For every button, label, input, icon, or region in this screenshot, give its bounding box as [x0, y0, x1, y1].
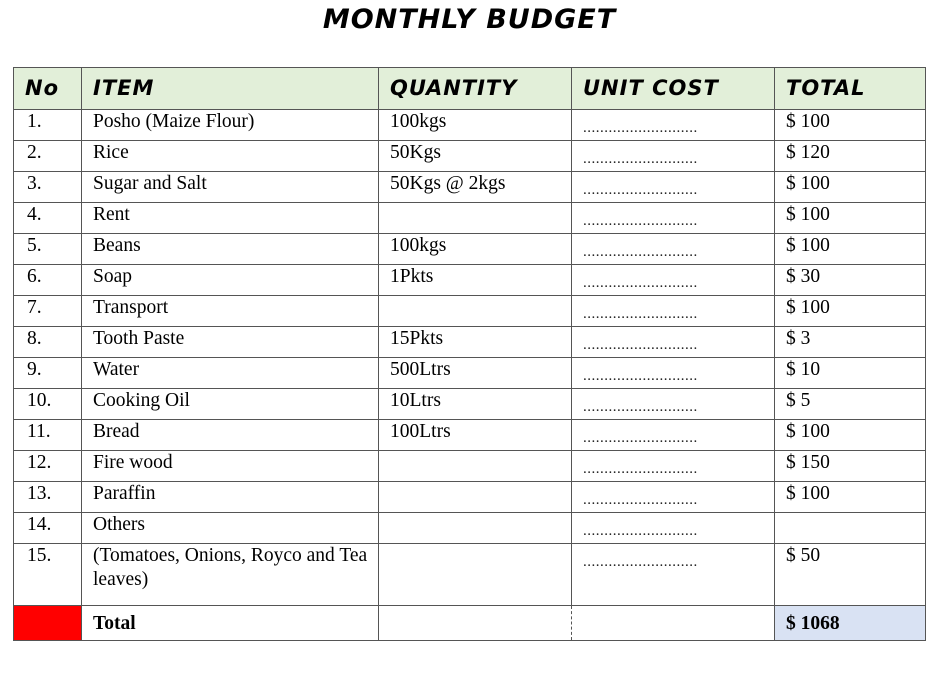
unit-cost-placeholder: ........................... [583, 182, 698, 198]
row-number: 3. [14, 172, 82, 203]
budget-table [13, 67, 926, 641]
row-unit-cost [572, 110, 775, 141]
row-unit-cost [572, 482, 775, 513]
table-row [14, 327, 926, 358]
row-quantity [379, 296, 572, 327]
row-total [775, 513, 926, 544]
unit-cost-placeholder: ........................... [583, 275, 698, 291]
row-total: $ 100 [775, 110, 926, 141]
table-row [14, 513, 926, 544]
row-quantity [379, 451, 572, 482]
row-total: $ 30 [775, 265, 926, 296]
row-quantity: 100kgs [379, 110, 572, 141]
table-row [14, 172, 926, 203]
row-unit-cost [572, 389, 775, 420]
table-row [14, 141, 926, 172]
row-number: 2. [14, 141, 82, 172]
row-quantity: 50Kgs [379, 141, 572, 172]
table-row [14, 296, 926, 327]
unit-cost-placeholder: ........................... [583, 523, 698, 539]
row-item: Paraffin [82, 482, 379, 513]
total-marker [14, 606, 82, 641]
row-unit-cost [572, 420, 775, 451]
row-total: $ 50 [775, 544, 926, 606]
unit-cost-placeholder: ........................... [583, 213, 698, 229]
unit-cost-placeholder: ........................... [583, 492, 698, 508]
row-quantity: 500Ltrs [379, 358, 572, 389]
row-quantity: 100kgs [379, 234, 572, 265]
row-total: $ 5 [775, 389, 926, 420]
row-quantity [379, 203, 572, 234]
row-unit-cost [572, 451, 775, 482]
row-unit-cost [572, 172, 775, 203]
row-item: Bread [82, 420, 379, 451]
row-number: 13. [14, 482, 82, 513]
row-unit-cost [572, 203, 775, 234]
table-row [14, 451, 926, 482]
row-total: $ 100 [775, 420, 926, 451]
row-total: $ 3 [775, 327, 926, 358]
row-number: 10. [14, 389, 82, 420]
row-total: $ 10 [775, 358, 926, 389]
row-item: Sugar and Salt [82, 172, 379, 203]
row-item: Others [82, 513, 379, 544]
row-number: 5. [14, 234, 82, 265]
row-quantity [379, 544, 572, 606]
row-item: Fire wood [82, 451, 379, 482]
total-row [14, 606, 926, 641]
row-quantity: 15Pkts [379, 327, 572, 358]
row-item: Soap [82, 265, 379, 296]
row-total: $ 150 [775, 451, 926, 482]
page-title: MONTHLY BUDGET [322, 4, 617, 35]
unit-cost-placeholder: ........................... [583, 430, 698, 446]
row-total: $ 120 [775, 141, 926, 172]
row-quantity [379, 482, 572, 513]
row-number: 15. [14, 544, 82, 606]
row-item: Posho (Maize Flour) [82, 110, 379, 141]
row-item: Cooking Oil [82, 389, 379, 420]
unit-cost-placeholder: ........................... [583, 306, 698, 322]
table-row [14, 203, 926, 234]
row-unit-cost [572, 513, 775, 544]
row-quantity: 50Kgs @ 2kgs [379, 172, 572, 203]
header-unit-cost: UNIT COST [572, 68, 775, 110]
table-row [14, 110, 926, 141]
unit-cost-placeholder: ........................... [583, 151, 698, 167]
header-item: ITEM [82, 68, 379, 110]
header-row [14, 68, 926, 110]
row-total: $ 100 [775, 234, 926, 265]
row-quantity: 100Ltrs [379, 420, 572, 451]
row-number: 12. [14, 451, 82, 482]
row-number: 14. [14, 513, 82, 544]
grand-total: $ 1068 [775, 606, 926, 641]
row-number: 8. [14, 327, 82, 358]
row-quantity: 1Pkts [379, 265, 572, 296]
row-quantity [379, 513, 572, 544]
table-row [14, 420, 926, 451]
unit-cost-placeholder: ........................... [583, 461, 698, 477]
header-quantity: QUANTITY [379, 68, 572, 110]
table-row [14, 389, 926, 420]
total-unit-cost-cell [572, 606, 775, 641]
table-row [14, 544, 926, 606]
total-label: Total [82, 606, 379, 641]
budget-body [14, 110, 926, 606]
table-row [14, 358, 926, 389]
row-number: 1. [14, 110, 82, 141]
row-unit-cost [572, 358, 775, 389]
row-total: $ 100 [775, 482, 926, 513]
table-row [14, 482, 926, 513]
row-unit-cost [572, 265, 775, 296]
header-total: TOTAL [775, 68, 926, 110]
row-item: Tooth Paste [82, 327, 379, 358]
row-unit-cost [572, 234, 775, 265]
unit-cost-placeholder: ........................... [583, 368, 698, 384]
row-number: 4. [14, 203, 82, 234]
row-number: 11. [14, 420, 82, 451]
row-total: $ 100 [775, 296, 926, 327]
row-unit-cost [572, 296, 775, 327]
row-unit-cost [572, 544, 775, 606]
row-quantity: 10Ltrs [379, 389, 572, 420]
table-row [14, 234, 926, 265]
row-unit-cost [572, 327, 775, 358]
unit-cost-placeholder: ........................... [583, 120, 698, 136]
row-item: Transport [82, 296, 379, 327]
unit-cost-placeholder: ........................... [583, 554, 698, 570]
row-item: Rice [82, 141, 379, 172]
row-number: 6. [14, 265, 82, 296]
row-item: Beans [82, 234, 379, 265]
unit-cost-placeholder: ........................... [583, 337, 698, 353]
row-total: $ 100 [775, 172, 926, 203]
row-unit-cost [572, 141, 775, 172]
row-item: (Tomatoes, Onions, Royco and Tea leaves) [82, 544, 379, 606]
table-row [14, 265, 926, 296]
row-item: Water [82, 358, 379, 389]
row-number: 9. [14, 358, 82, 389]
row-total: $ 100 [775, 203, 926, 234]
total-quantity-cell [379, 606, 572, 641]
row-item: Rent [82, 203, 379, 234]
row-number: 7. [14, 296, 82, 327]
header-no: No [14, 68, 82, 110]
unit-cost-placeholder: ........................... [583, 244, 698, 260]
unit-cost-placeholder: ........................... [583, 399, 698, 415]
